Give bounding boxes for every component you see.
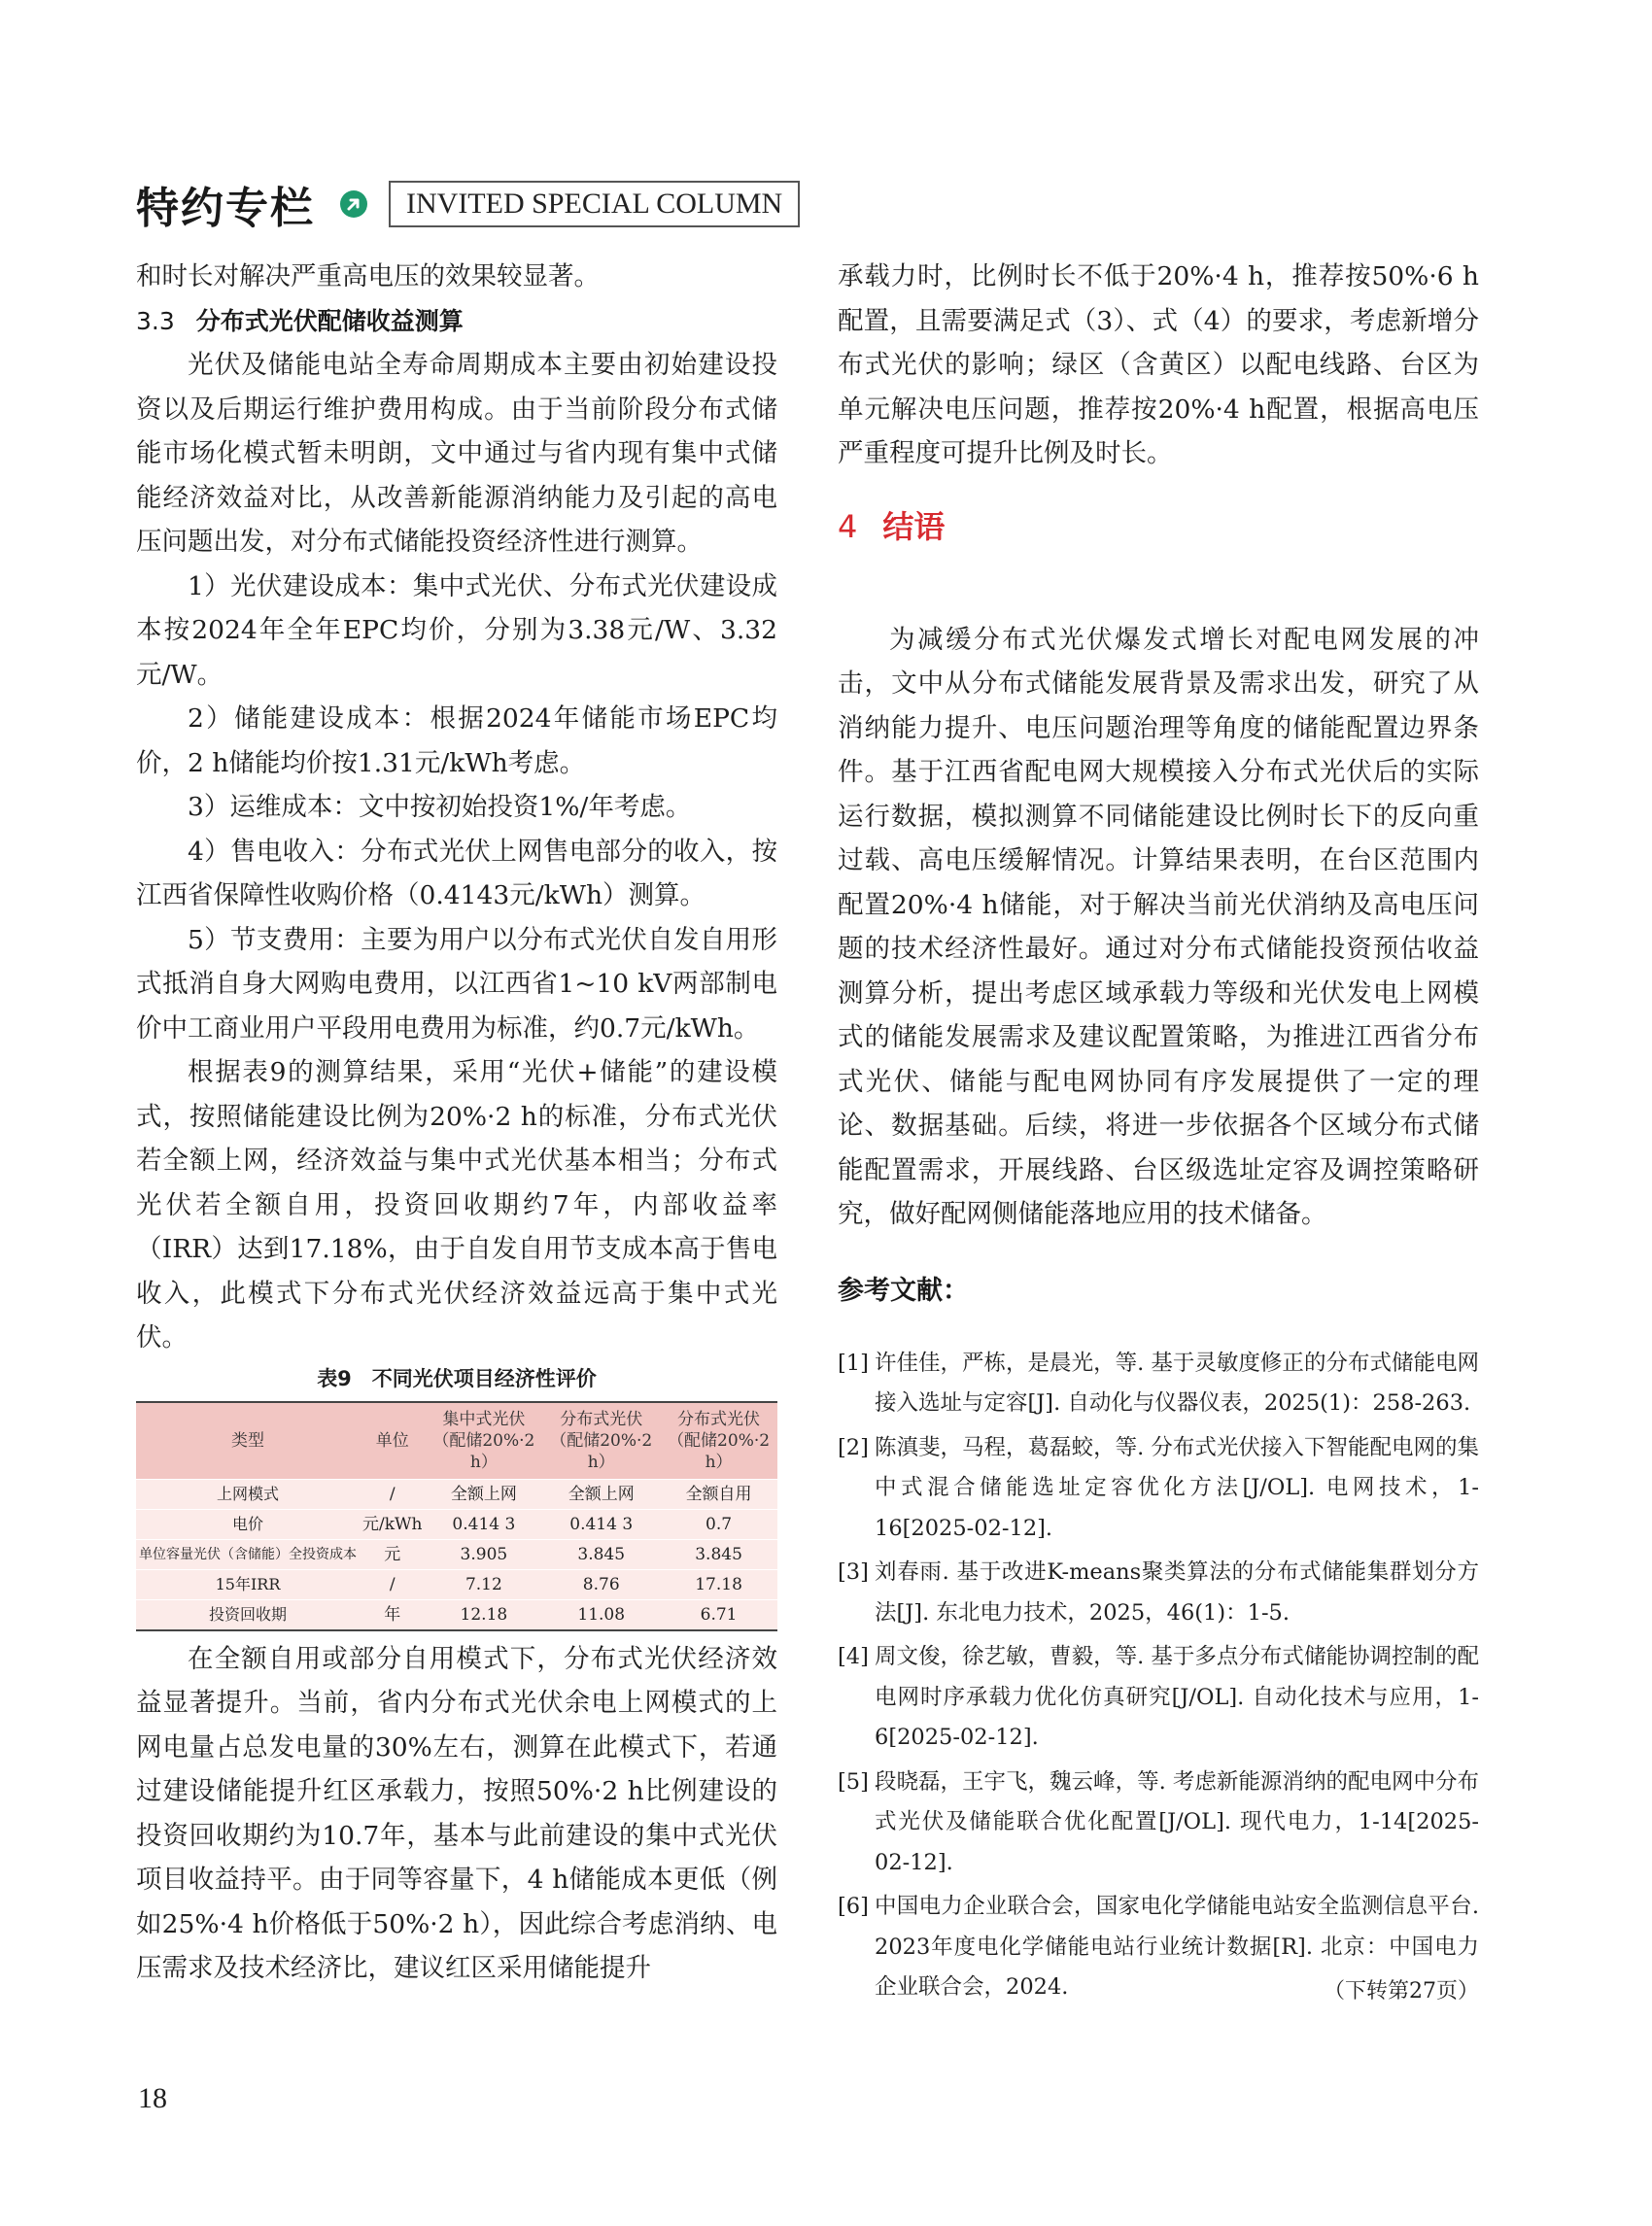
section-heading-4: [838, 503, 1479, 550]
page-number: 18: [138, 2082, 167, 2114]
table-header-cell: 单位: [360, 1402, 425, 1480]
table-cell: 6.71: [660, 1599, 777, 1630]
table-header-row: [136, 1402, 777, 1480]
table-cell: 0.414 3: [425, 1509, 542, 1539]
reference-text: 陈滇斐，马程，葛磊蛟，等. 分布式光伏接入下智能配电网的集中式混合储能选址定容优化方法[J/OL]. 电网技术，1-16[2025-02-12].: [875, 1434, 1479, 1541]
reference-number: [1]: [838, 1350, 869, 1376]
reference-number: [5]: [838, 1768, 869, 1795]
reference-item: [838, 1428, 1479, 1550]
list-item: 5）节支费用：主要为用户以分布式光伏自发自用形式抵消自身大网购电费用，以江西省1~10 kV两部制电价中工商业用户平段用电费用为标准，约0.7元/kWh。: [136, 924, 777, 1044]
paragraph: 和时长对解决严重高电压的效果较显著。: [136, 261, 600, 291]
table-cell: 8.76: [542, 1569, 660, 1599]
table-cell: 12.18: [425, 1599, 542, 1630]
paragraph: 承载力时，比例时长不低于20%·4 h，推荐按50%·6 h配置，且需要满足式（3）、式（4）的要求，考虑新增分布式光伏的影响；绿区（含黄区）以配电线路、台区为单元解决电压问题，推荐按20%·4 h配置，根据高电压严重程度可提升比例及时长。: [838, 261, 1479, 468]
table-header-cell: 分布式光伏（配储20%·2 h）: [660, 1402, 777, 1480]
reference-text: 刘春雨. 基于改进K-means聚类算法的分布式储能集群划分方法[J]. 东北电力技术，2025，46(1)：1-5.: [875, 1559, 1479, 1626]
list-item: 2）储能建设成本：根据2024年储能市场EPC均价，2 h储能均价按1.31元/kWh考虑。: [136, 703, 777, 778]
economics-table: [136, 1401, 777, 1631]
table-cell: 3.845: [660, 1539, 777, 1569]
list-item: 4）售电收入：分布式光伏上网售电部分的收入，按江西省保障性收购价格（0.4143元/kWh）测算。: [136, 836, 777, 910]
table-cell: 年: [360, 1599, 425, 1630]
table-row: [136, 1569, 777, 1599]
right-column: [838, 255, 1479, 2011]
references-heading: 参考文献：: [838, 1275, 969, 1306]
arrow-icon: [340, 190, 367, 218]
reference-item: [838, 1763, 1479, 1884]
column-title: 特约专栏: [136, 184, 315, 233]
table-cell: 上网模式: [136, 1479, 360, 1509]
paragraph: 根据表9的测算结果，采用“光伏+储能”的建设模式，按照储能建设比例为20%·2 h的标准，分布式光伏若全额上网，经济效益与集中式光伏基本相当；分布式光伏若全额自用，投资回收期约7年，内部收益率（IRR）达到17.18%，由于自发自用节支成本高于售电收入，此模式下分布式光伏经济效益远高于集中式光伏。: [136, 1057, 777, 1353]
reference-text: 段晓磊，王宇飞，魏云峰，等. 考虑新能源消纳的配电网中分布式光伏及储能联合优化配置[J/OL]. 现代电力，1-14[2025-02-12].: [875, 1768, 1479, 1875]
reference-text: 周文俊，徐艺敏，曹毅，等. 基于多点分布式储能协调控制的配电网时序承载力优化仿真研究[J/OL]. 自动化技术与应用，1-6[2025-02-12].: [875, 1644, 1479, 1750]
paragraph: 在全额自用或部分自用模式下，分布式光伏经济效益显著提升。当前，省内分布式光伏余电上网模式的上网电量占总发电量的30%左右，测算在此模式下，若通过建设储能提升红区承载力，按照50%·2 h比例建设的投资回收期约为10.7年，基本与此前建设的集中式光伏项目收益持平。由于同等容量下，4 h储能成本更低（例如25%·4 h价格低于50%·2 h），因此综合考虑消纳、电压需求及技术经济比，建议红区采用储能提升: [136, 1643, 777, 1983]
table-header-cell: 集中式光伏（配储20%·2 h）: [425, 1402, 542, 1480]
reference-text: 中国电力企业联合会，国家电化学储能电站安全监测信息平台. 2023年度电化学储能电站行业统计数据[R]. 北京：中国电力企业联合会，2024.: [875, 1894, 1479, 2000]
reference-item: [838, 1344, 1479, 1424]
table-cell: 11.08: [542, 1599, 660, 1630]
reference-number: [3]: [838, 1559, 869, 1585]
table-cell: 17.18: [660, 1569, 777, 1599]
left-column: [136, 255, 777, 1991]
table-cell: 电价: [136, 1509, 360, 1539]
table-cell: 7.12: [425, 1569, 542, 1599]
reference-number: [4]: [838, 1644, 869, 1669]
table-cell: 0.414 3: [542, 1509, 660, 1539]
reference-item: [838, 1637, 1479, 1759]
continued-note: （下转第27页）: [1324, 1978, 1479, 2003]
reference-number: [2]: [838, 1434, 869, 1460]
table-cell: /: [360, 1479, 425, 1509]
table-cell: 3.845: [542, 1539, 660, 1569]
table-cell: 15年IRR: [136, 1569, 360, 1599]
reference-item: [838, 1553, 1479, 1633]
list-item: 1）光伏建设成本：集中式光伏、分布式光伏建设成本按2024年全年EPC均价，分别为3.38元/W、3.32元/W。: [136, 570, 777, 690]
table-header-cell: 分布式光伏（配储20%·2 h）: [542, 1402, 660, 1480]
paragraph: 光伏及储能电站全寿命周期成本主要由初始建设投资以及后期运行维护费用构成。由于当前阶段分布式储能市场化模式暂未明朗，文中通过与省内现有集中式储能经济效益对比，从改善新能源消纳能力及引起的高电压问题出发，对分布式储能投资经济性进行测算。: [136, 350, 777, 557]
table-cell: 投资回收期: [136, 1599, 360, 1630]
table-cell: 全额自用: [660, 1479, 777, 1509]
table-row: [136, 1509, 777, 1539]
table-cell: 元/kWh: [360, 1509, 425, 1539]
table-cell: 0.7: [660, 1509, 777, 1539]
table-header-cell: 类型: [136, 1402, 360, 1480]
conclusion-paragraph: 为减缓分布式光伏爆发式增长对配电网发展的冲击，文中从分布式储能发展背景及需求出发，研究了从消纳能力提升、电压问题治理等角度的储能配置边界条件。基于江西省配电网大规模接入分布式光伏后的实际运行数据，模拟测算不同储能建设比例时长下的反向重过载、高电压缓解情况。计算结果表明，在台区范围内配置20%·4 h储能，对于解决当前光伏消纳及高电压问题的技术经济性最好。通过对分布式储能投资预估收益测算分析，提出考虑区域承载力等级和光伏发电上网模式的储能发展需求及建议配置策略，为推进江西省分布式光伏、储能与配电网协同有序发展提供了一定的理论、数据基础。后续，将进一步依据各个区域分布式储能配置需求，开展线路、台区级选址定容及调控策略研究，做好配网侧储能落地应用的技术储备。: [838, 624, 1479, 1229]
table-cell: 全额上网: [425, 1479, 542, 1509]
section-heading-3-3: [136, 299, 777, 344]
table-row: [136, 1539, 777, 1569]
table-caption: 表9 不同光伏项目经济性评价: [317, 1366, 597, 1390]
section-title: 分布式光伏配储收益测算: [195, 306, 464, 335]
column-header: [136, 175, 800, 233]
table-cell: /: [360, 1569, 425, 1599]
table-cell: 元: [360, 1539, 425, 1569]
column-english-title: INVITED SPECIAL COLUMN: [389, 181, 800, 227]
section-title: 结语: [882, 507, 946, 545]
list-item: 3）运维成本：文中按初始投资1%/年考虑。: [188, 792, 692, 822]
reference-text: 许佳佳，严栋，是晨光，等. 基于灵敏度修正的分布式储能电网接入选址与定容[J]. 自动化与仪器仪表，2025(1)：258-263.: [875, 1350, 1479, 1416]
table-row: [136, 1479, 777, 1509]
table-cell: 全额上网: [542, 1479, 660, 1509]
section-number: 4: [838, 507, 858, 545]
reference-number: [6]: [838, 1894, 869, 1919]
section-number: 3.3: [136, 306, 175, 335]
reference-list: [838, 1344, 1479, 2008]
table-cell: 单位容量光伏（含储能）全投资成本: [136, 1539, 360, 1569]
table-row: [136, 1599, 777, 1630]
table-cell: 3.905: [425, 1539, 542, 1569]
